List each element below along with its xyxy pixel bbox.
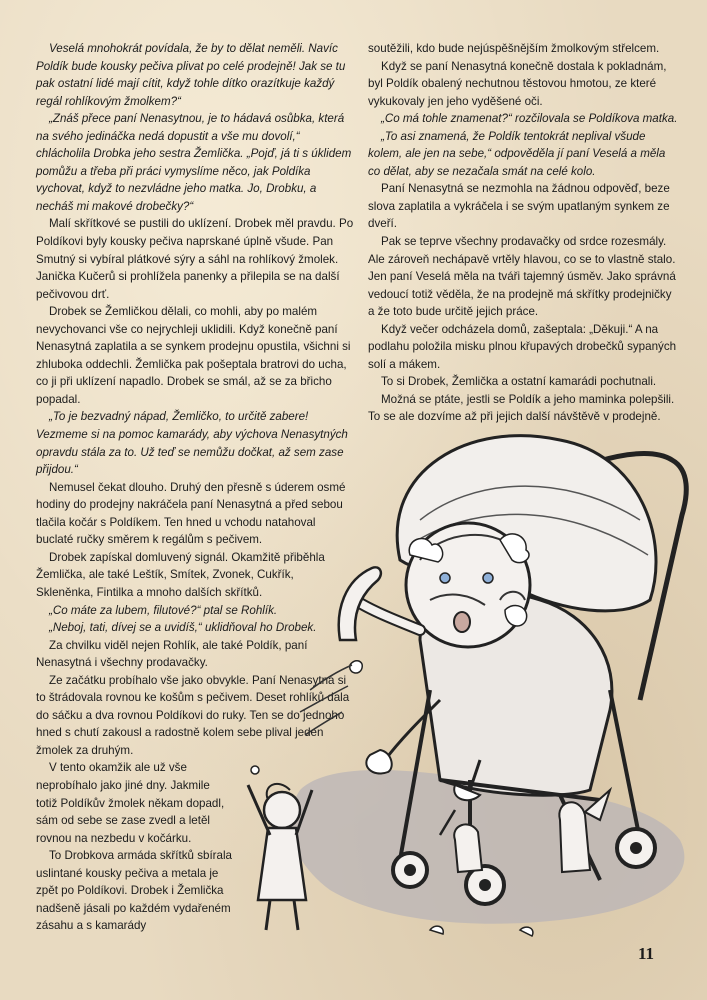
paragraph: Když večer odcházela domů, zašeptala: „Děkuji.“ A na podlahu položila misku plnou křupavých drobečků sypaných solí a mákem. [368, 322, 677, 371]
paragraph: Možná se ptáte, jestli se Poldík a jeho maminka polepšili. To se ale dozvíme až při jejich další návštěvě v prodejně. [368, 392, 675, 424]
paragraph: Drobek zapískal domluvený signál. Okamžitě přiběhla Žemlička, ale také Leštík, Smítek, Zvonek, Cukřík, Skleněnka, Fintilka a mnoho dalších skřítků. [36, 550, 325, 599]
baby-eye [483, 573, 493, 583]
bread-roll [339, 567, 381, 640]
paragraph: „Znáš přece paní Nenasytnou, je to hádavá osůbka, která na svého jedináčka nedá dopustit a vše mu dovolí,“ chlácholila Drobka jeho sestra Žemlička. „Pojď, já ti s úklidem pomůžu a třeba při práci vymyslíme něco, jak Poldíka vychovat, když to nezvládne jeho matka. Jo, Drobku, a necháš mi makové drobečky?“ [36, 112, 352, 213]
baby-eye [440, 573, 450, 583]
paragraph: To Drobkova armáda skřítků sbírala uslintané kousky pečiva a metala je zpět po Poldíkovi. Drobek i Žemlička nadšeně jásali po každém vydařeném zásahu a s kamarády [36, 849, 232, 933]
paragraph: To si Drobek, Žemlička a ostatní kamarádi pochutnali. [381, 375, 657, 389]
paragraph: Když se paní Nenasytná konečně dostala k pokladnám, byl Poldík obalený nechutnou těstovou hmotou, ze které vykukovaly jen jeho vyděšené oči. [368, 59, 667, 108]
paragraph: Nemusel čekat dlouho. Druhý den přesně s úderem osmé hodiny do prodejny nakráčela paní Nenasytná a před sebou tlačila kočár s Poldíkem. Ten hned u vchodu natahoval buclaté ručky směrem k regálům s pečivem. [36, 480, 346, 547]
paragraph: „Co má tohle znamenat?“ rozčilovala se Poldíkova matka. [381, 112, 678, 126]
paragraph: „To asi znamená, že Poldík tentokrát neplival všude kolem, ale jen na sebe,“ odpověděla jí paní Veselá a měla co dělat, aby se nezačala smát na celé kolo. [368, 129, 666, 178]
baby-mouth [454, 612, 470, 632]
paragraph: Za chvilku viděl nejen Rohlík, ale také Poldík, paní Nenasytná i všechny prodavačky. [36, 638, 308, 670]
baby-shoe [366, 750, 391, 774]
paragraph: Ze začátku probíhalo vše jako obvykle. Paní Nenasytná si to štrádovala rovnou ke košům s pečivem. Deset rohlíků dala do sáčku a dva rovnou Poldíkovi do ruky. Ten se do jednoho hned s chutí zakousl a radostně kolem sebe plival jeden žmolek za druhým. [36, 673, 350, 757]
paragraph: V tento okamžik ale už vše neprobíhalo jako jiné dny. Jakmile totiž Poldíkův žmolek někam dopadl, sám od sebe se zase zvedl a letěl rovnou na nezbedu v kočárku. [36, 761, 225, 845]
paragraph: „To je bezvadný nápad, Žemličko, to určitě zabere! Vezmeme si na pomoc kamarády, aby výchova Nenasytných opravdu stála za to. Už teď se nemůžu dočkat, až sem zase přijdou.“ [36, 410, 348, 477]
paragraph: „Neboj, tati, dívej se a uvidíš,“ uklidňoval ho Drobek. [49, 621, 317, 635]
paragraph: Pak se teprve všechny prodavačky od srdce rozesmály. Ale zároveň nechápavě vrtěly hlavou, co se to vlastně stalo. Jen paní Veselá měla na tváři tajemný úsměv. Jako správná vedoucí totiž věděla, že na prodejně má skřítky prodejničky a že toto bude určitě jejich práce. [368, 235, 676, 319]
page-number: 11 [638, 944, 655, 963]
paragraph: soutěžili, kdo bude nejúspěšnějším žmolkovým střelcem. [368, 42, 660, 55]
paragraph: Paní Nenasytná se nezmohla na žádnou odpověď, beze slova zaplatila a vykráčela i se svým upatlaným synkem ze dveří. [368, 182, 670, 231]
paragraph: Drobek se Žemličkou dělali, co mohli, aby po malém nevychovanci vše co nejrychleji uklidili. Když konečně paní Nenasytná zaplatila a se synkem prodejnu opustila, všichni si zhluboka oddechli. Žemlička pak pošeptala bratrovi do ucha, co ji při uklízení napadlo. Drobek se smál, až se za břicho popadal. [36, 305, 351, 406]
paragraph: „Co máte za lubem, filutové?“ ptal se Rohlík. [49, 603, 278, 617]
paragraph: Malí skřítkové se pustili do uklízení. Drobek měl pravdu. Po Poldíkovi byly kousky pečiva naprskané úplně všude. Pan Smutný si vybíral plátkové sýry a sáhl na rohlíkový žmolek. Janička Kučerů si prohlížela panenky a přilepila se na další pečivovou drť. [36, 217, 354, 301]
paragraph: Veselá mnohokrát povídala, že by to dělat neměli. Navíc Poldík bude kousky pečiva plivat po celé prodejně! Jak se tu pak ostatní lidé mají cítit, když tohle dítko orazítkuje každý regál rohlíkovým žmolkem?“ [36, 42, 346, 108]
